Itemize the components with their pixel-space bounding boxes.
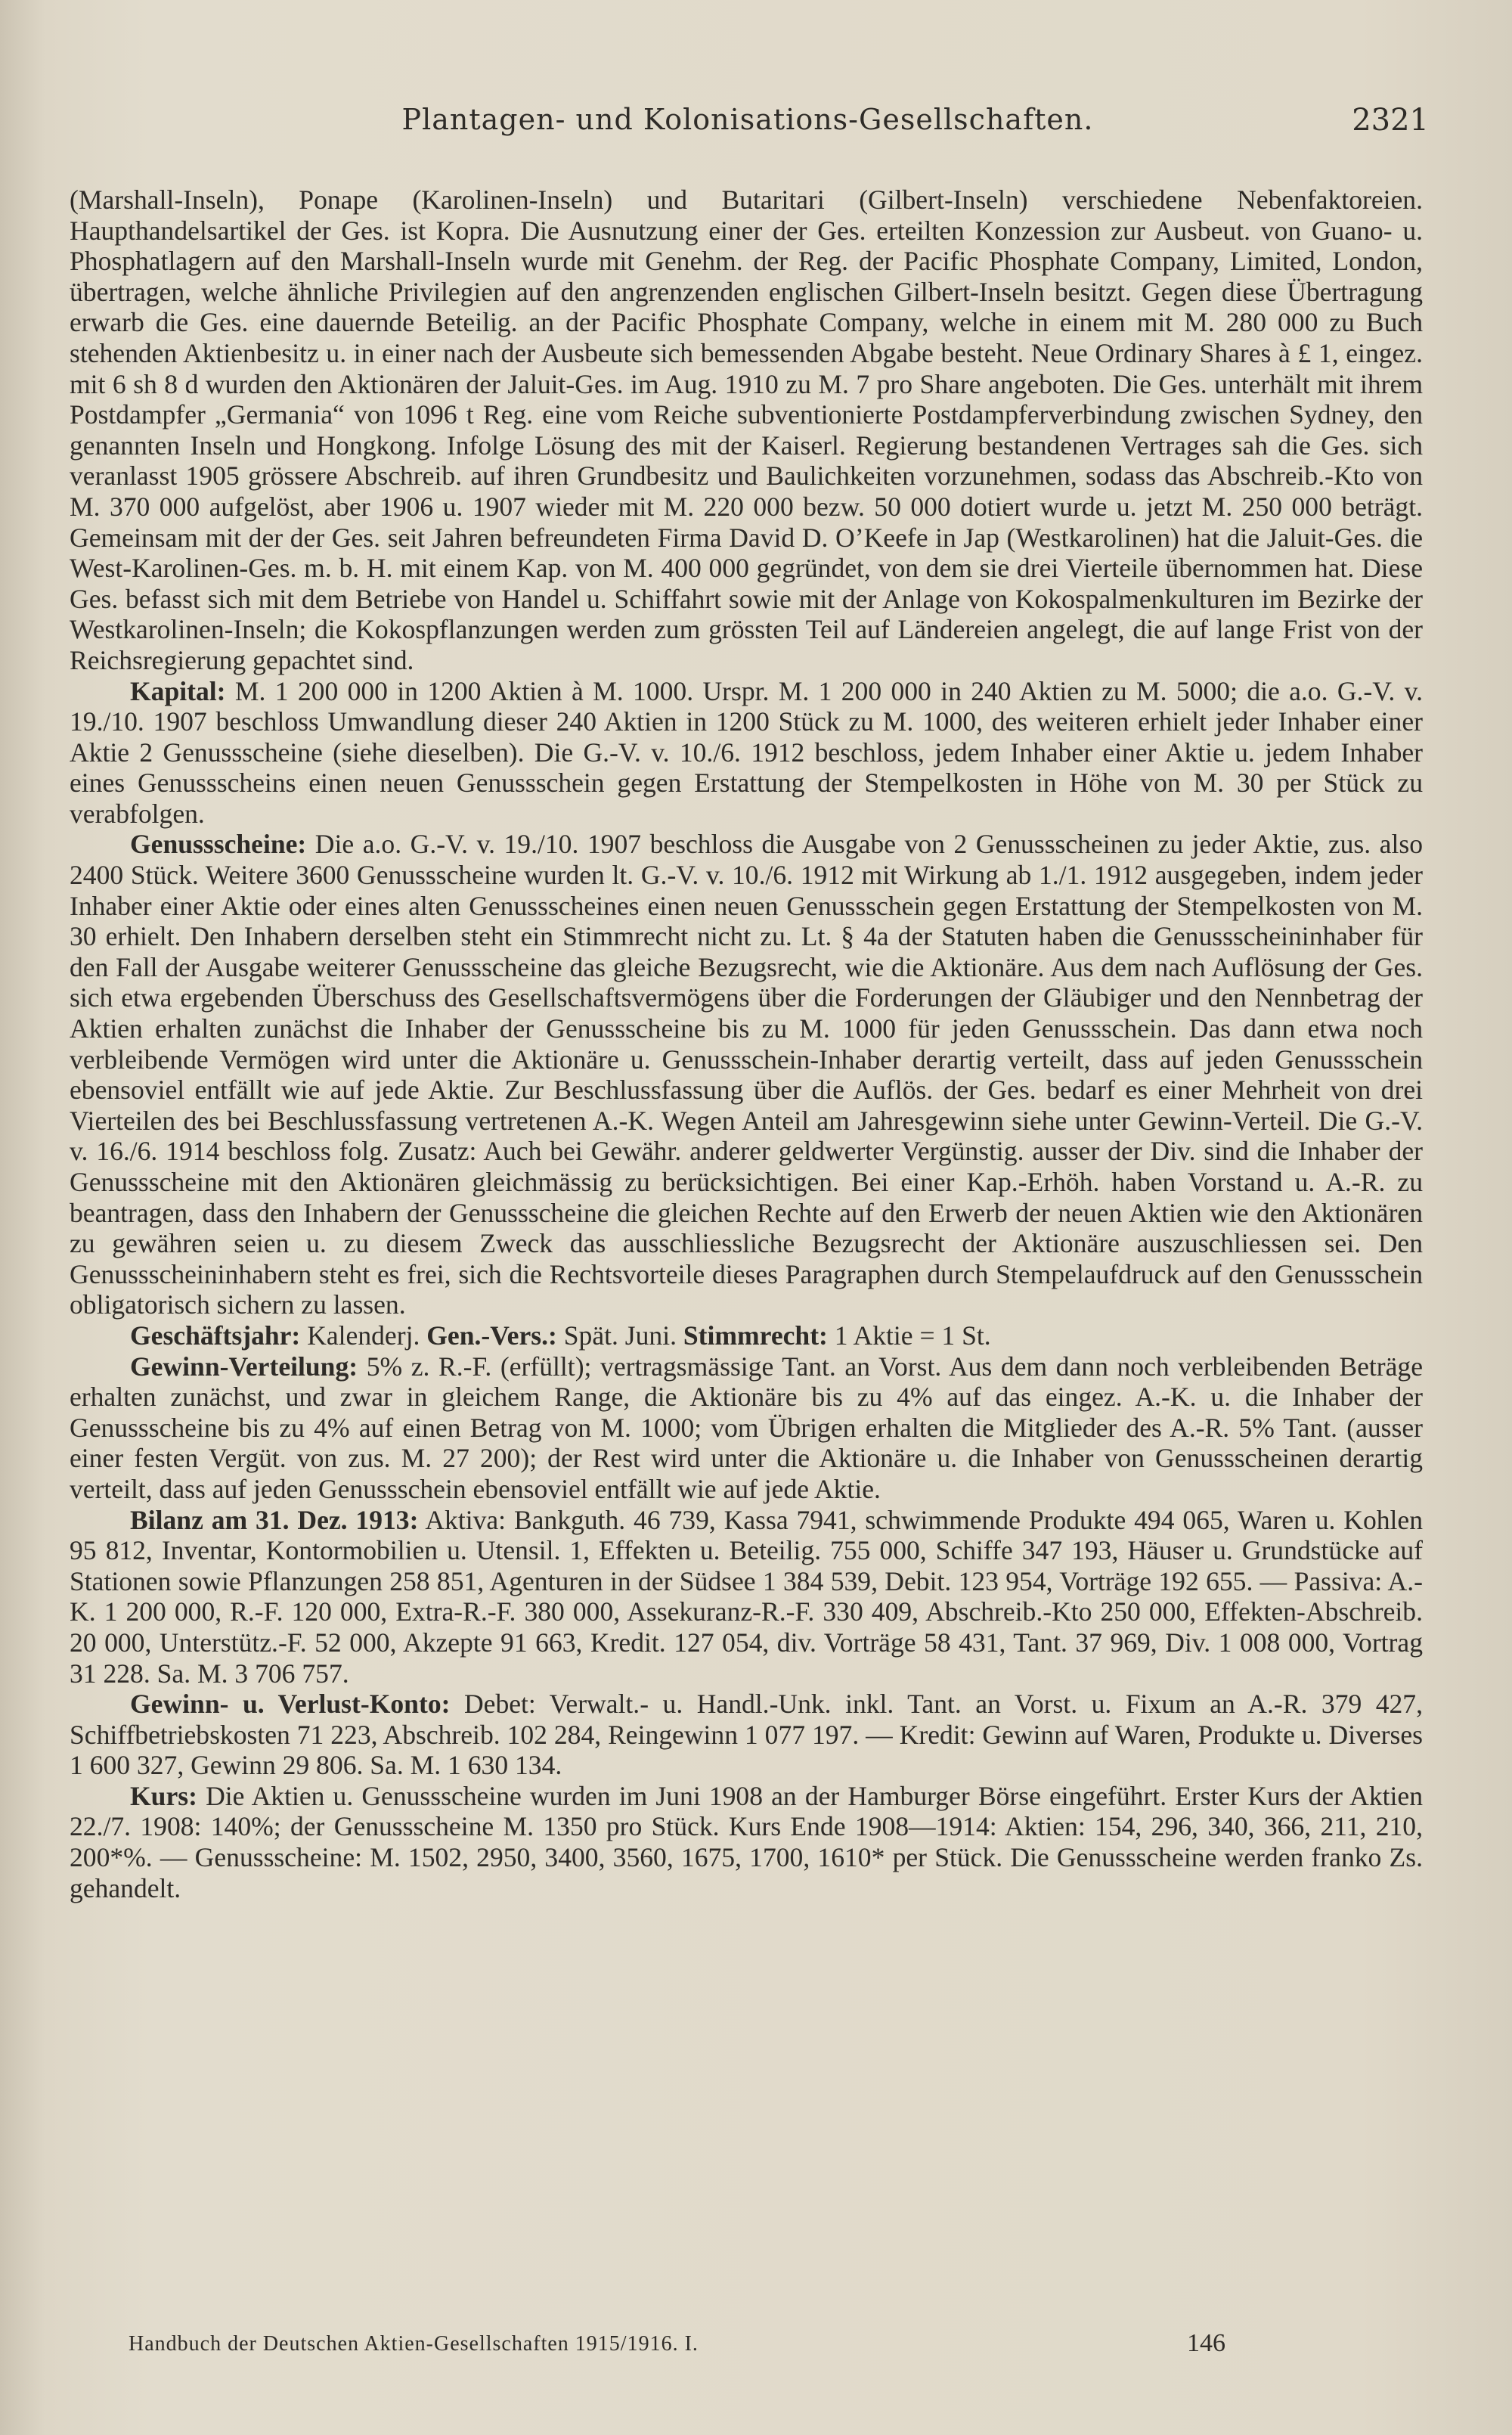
gewinnverteilung-label: Gewinn-Verteilung:	[130, 1351, 358, 1382]
guv-label: Gewinn- u. Verlust-Konto:	[130, 1689, 451, 1720]
stimmrecht-label: Stimmrecht:	[683, 1320, 828, 1351]
guv-paragraph	[70, 1689, 1423, 1781]
sheet-signature: 146	[1187, 2329, 1225, 2357]
intro-text: (Marshall-Inseln), Ponape (Karolinen-Inseln) und Butaritari (Gilbert-Inseln) verschiedene Nebenfaktoreien. Haupthandelsartikel der Ges. ist Kopra. Die Ausnutzung einer der Ges. erteilten Konzession zur Ausbeut. von Guano- u. Phosphatlagern auf den Marshall-Inseln wurde mit Genehm. der Reg. der Pacific Phosphate Company, Limited, London, übertragen, welche ähnliche Privilegien auf den angrenzenden englischen Gilbert-Inseln besitzt. Gegen diese Übertragung erwarb die Ges. eine dauernde Beteilig. an der Pacific Phosphate Company, welche in einem mit M. 280 000 zu Buch stehenden Aktienbesitz u. in einer nach der Ausbeute sich bemessenden Abgabe besteht. Neue Ordinary Shares à £ 1, eingez. mit 6 sh 8 d wurden den Aktionären der Jaluit-Ges. im Aug. 1910 zu M. 7 pro Share angeboten. Die Ges. unterhält mit ihrem Postdampfer „Germania“ von 1096 t Reg. eine vom Reiche subventionierte Postdampferverbindung zwischen Sydney, den genannten Inseln und Hongkong. Infolge Lösung des mit der Kaiserl. Regierung bestandenen Vertrages sah die Ges. sich veranlasst 1905 grössere Abschreib. auf ihren Grundbesitz und Baulichkeiten vorzunehmen, sodass das Abschreib.-Kto von M. 370 000 aufgelöst, aber 1906 u. 1907 wieder mit M. 220 000 bezw. 50 000 dotiert wurde u. jetzt M. 250 000 beträgt. Gemeinsam mit der der Ges. seit Jahren befreundeten Firma David D. O’Keefe in Jap (Westkarolinen) hat die Jaluit-Ges. die West-Karolinen-Ges. m. b. H. mit einem Kap. von M. 400 000 gegründet, von dem sie drei Vierteile übernommen hat. Diese Ges. befasst sich mit dem Betriebe von Handel u. Schiffahrt sowie mit der Anlage von Kokospalmenkulturen im Bezirke der Westkarolinen-Inseln; die Kokospflanzungen werden zum grössten Teil auf Ländereien angelegt, die auf lange Frist von der Reichsregierung gepachtet sind.	[70, 185, 1423, 675]
running-title: Plantagen- und Kolonisations-Gesellschaften.	[401, 103, 1094, 136]
geschaeftsjahr-paragraph	[70, 1320, 1423, 1351]
page-header	[67, 103, 1429, 148]
genussscheine-paragraph	[70, 829, 1423, 1320]
kurs-label: Kurs:	[130, 1780, 197, 1811]
kurs-text: Die Aktien u. Genussscheine wurden im Juni 1908 an der Hamburger Börse eingeführt. Erster Kurs der Aktien 22./7. 1908: 140%; der Genussscheine M. 1350 pro Stück. Kurs Ende 1908—1914: Aktien: 154, 296, 340, 366, 211, 210, 200*%. — Genussscheine: M. 1502, 2950, 3400, 3560, 1675, 1700, 1610* per Stück. Die Genussscheine werden franko Zs. gehandelt.	[70, 1780, 1423, 1903]
kapital-text: M. 1 200 000 in 1200 Aktien à M. 1000. Urspr. M. 1 200 000 in 240 Aktien zu M. 5000; die a.o. G.-V. v. 19./10. 1907 beschloss Umwandlung dieser 240 Aktien in 1200 Stück zu M. 1000, des weiteren erhielt jeder Inhaber einer Aktie 2 Genussscheine (siehe dieselben). Die G.-V. v. 10./6. 1912 beschloss, jedem Inhaber einer Aktie u. jedem Inhaber eines Genussscheins einen neuen Genussschein gegen Erstattung der Stempelkosten in Höhe von M. 30 per Stück zu verabfolgen.	[70, 675, 1423, 829]
kurs-paragraph	[70, 1781, 1423, 1903]
gewinnverteilung-paragraph	[70, 1351, 1423, 1505]
stimmrecht-text: 1 Aktie = 1 St.	[827, 1320, 991, 1351]
page-number: 2321	[1352, 103, 1429, 138]
bilanz-label: Bilanz am 31. Dez. 1913:	[130, 1504, 419, 1535]
body-text	[70, 185, 1423, 1903]
guv-text: Debet: Verwalt.- u. Handl.-Unk. inkl. Tant. an Vorst. u. Fixum an A.-R. 379 427, Schiffbetriebskosten 71 223, Abschreib. 102 284, Reingewinn 1 077 197. — Kredit: Gewinn auf Waren, Produkte u. Diverses 1 600 327, Gewinn 29 806. Sa. M. 1 630 134.	[70, 1689, 1423, 1781]
gen-vers-text: Spät. Juni.	[556, 1320, 683, 1351]
intro-paragraph	[70, 185, 1423, 676]
bilanz-text: Aktiva: Bankguth. 46 739, Kassa 7941, schwimmende Produkte 494 065, Waren u. Kohlen 95 812, Inventar, Kontormobilien u. Utensil. 1, Effekten u. Beteilig. 755 000, Schiffe 347 193, Häuser u. Grundstücke auf Stationen sowie Pflanzungen 258 851, Agenturen in der Südsee 1 384 539, Debit. 123 954, Vorträge 192 655. — Passiva: A.-K. 1 200 000, R.-F. 120 000, Extra-R.-F. 380 000, Assekuranz-R.-F. 330 409, Abschreib.-Kto 250 000, Effekten-Abschreib. 20 000, Unterstütz.-F. 52 000, Akzepte 91 663, Kredit. 127 054, div. Vorträge 58 431, Tant. 37 969, Div. 1 008 000, Vortrag 31 228. Sa. M. 3 706 757.	[70, 1504, 1423, 1689]
genussscheine-label: Genussscheine:	[130, 829, 307, 860]
bilanz-paragraph	[70, 1505, 1423, 1689]
page-footer	[129, 2329, 1414, 2362]
genussscheine-text: Die a.o. G.-V. v. 19./10. 1907 beschloss die Ausgabe von 2 Genussscheinen zu jeder Aktie, zus. also 2400 Stück. Weitere 3600 Genussscheine wurden lt. G.-V. v. 10./6. 1912 mit Wirkung ab 1./1. 1912 ausgegeben, indem jeder Inhaber einer Aktie oder eines alten Genussscheines einen neuen Genussschein gegen Erstattung der Stempelkosten von M. 30 erhielt. Den Inhabern derselben steht ein Stimmrecht nicht zu. Lt. § 4a der Statuten haben die Genussscheininhaber für den Fall der Ausgabe weiterer Genussscheine das gleiche Bezugsrecht, wie die Aktionäre. Aus dem nach Auflösung der Ges. sich etwa ergebenden Überschuss des Gesellschaftsvermögens über die Forderungen der Gläubiger und den Nennbetrag der Aktien erhalten zunächst die Inhaber der Genussscheine bis zu M. 1000 für jeden Genussschein. Das dann etwa noch verbleibende Vermögen wird unter die Aktionäre u. Genussschein-Inhaber derartig verteilt, dass auf jeden Genussschein ebensoviel entfällt wie auf jede Aktie. Zur Beschlussfassung über die Auflös. der Ges. bedarf es einer Mehrheit von drei Vierteilen des bei Beschlussfassung vertretenen A.-K. Wegen Anteil am Jahresgewinn siehe unter Gewinn-Verteil. Die G.-V. v. 16./6. 1914 beschloss folg. Zusatz: Auch bei Gewähr. anderer geldwerter Vergünstig. ausser der Div. sind die Inhaber der Genussscheine mit den Aktionären gleichmässig zu berücksichtigen. Bei einer Kap.-Erhöh. haben Vorstand u. A.-R. zu beantragen, dass den Inhabern der Genussscheine die gleichen Rechte auf den Erwerb der neuen Aktien wie den Aktionären zu gewähren seien u. zu diesem Zweck das ausschliessliche Bezugsrecht der Aktionäre auszuschliessen sei. Den Genussscheininhabern steht es frei, sich die Rechtsvorteile dieses Paragraphen durch Stempelaufdruck auf den Genussschein obligatorisch sichern zu lassen.	[70, 829, 1423, 1320]
geschaeftsjahr-label: Geschäftsjahr:	[130, 1320, 301, 1351]
gewinnverteilung-text: 5% z. R.-F. (erfüllt); vertragsmässige Tant. an Vorst. Aus dem dann noch verbleibenden Beträge erhalten zunächst, und zwar in gleichem Range, die Aktionäre bis zu 4% auf das eingez. A.-K. u. die Inhaber der Genussscheine bis zu 4% auf einen Betrag von M. 1000; vom Übrigen erhalten die Mitglieder des A.-R. 5% Tant. (ausser einer festen Vergüt. von zus. M. 27 200); der Rest wird unter die Aktionäre u. die Inhaber von Genussscheinen derartig verteilt, dass auf jeden Genussschein ebensoviel entfällt wie auf jede Aktie.	[70, 1351, 1423, 1504]
kapital-label: Kapital:	[130, 675, 226, 706]
gen-vers-label: Gen.-Vers.:	[426, 1320, 557, 1351]
kapital-paragraph	[70, 676, 1423, 830]
footer-source: Handbuch der Deutschen Aktien-Gesellschaften 1915/1916. I.	[129, 2332, 699, 2356]
geschaeftsjahr-text: Kalenderj.	[300, 1320, 427, 1351]
